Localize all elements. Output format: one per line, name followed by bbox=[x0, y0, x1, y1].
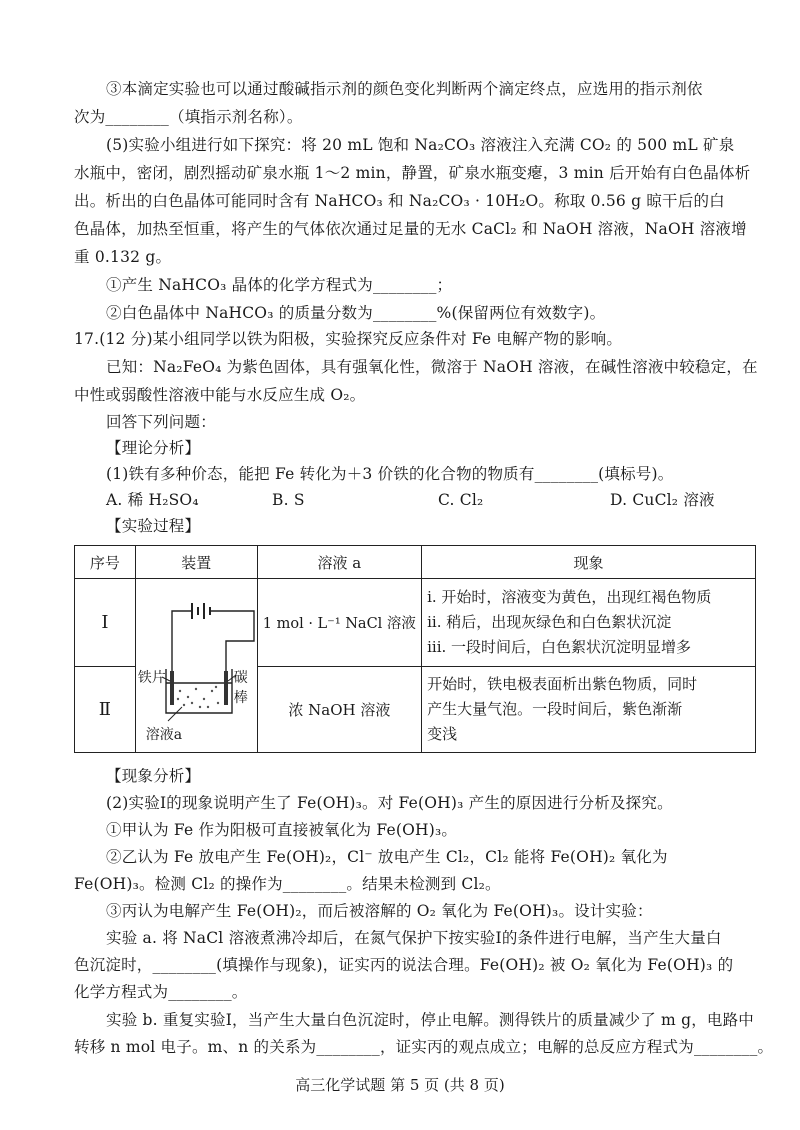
text-line: 实验 a. 将 NaCl 溶液煮沸冷却后，在氮气保护下按实验Ⅰ的条件进行电解，当产生大量白 bbox=[106, 929, 722, 947]
phenomenon-line: i. 开始时，溶液变为黄色，出现红褐色物质 bbox=[427, 588, 712, 606]
option-a: A. 稀 H₂SO₄ bbox=[106, 491, 199, 509]
text-line: 次为________（填指示剂名称）。 bbox=[74, 108, 303, 126]
phenomenon-cell bbox=[422, 579, 756, 667]
question-17-heading: 17.(12 分)某小组同学以铁为阳极，实验探究反应条件对 Fe 电解产物的影响。 bbox=[74, 330, 623, 348]
text-line: ②乙认为 Fe 放电产生 Fe(OH)₂，Cl⁻ 放电产生 Cl₂，Cl₂ 能将 Fe(OH)₂ 氧化为 bbox=[106, 848, 668, 866]
section-heading: 【理论分析】 bbox=[106, 439, 201, 457]
header-cell: 溶液 a bbox=[257, 546, 421, 579]
table-row bbox=[75, 579, 756, 667]
solution-label: 溶液a bbox=[145, 727, 183, 743]
text-line: 实验 b. 重复实验Ⅰ，当产生大量白色沉淀时，停止电解。测得铁片的质量减少了 m g，电路中 bbox=[106, 1011, 755, 1029]
row-number: Ⅰ bbox=[75, 579, 136, 667]
phenomenon-line: ii. 稍后，出现灰绿色和白色絮状沉淀 bbox=[427, 613, 672, 631]
text-line: 回答下列问题： bbox=[106, 413, 216, 431]
text-line: 色沉淀时，________(填操作与现象)，证实丙的说法合理。Fe(OH)₂ 被 O₂ 氧化为 Fe(OH)₃ 的 bbox=[74, 956, 734, 974]
text-line: ①甲认为 Fe 作为阳极可直接被氧化为 Fe(OH)₃。 bbox=[106, 821, 458, 839]
text-line: Fe(OH)₃。检测 Cl₂ 的操作为________。结果未检测到 Cl₂。 bbox=[74, 875, 501, 893]
text-line: 已知：Na₂FeO₄ 为紫色固体，具有强氧化性，微溶于 NaOH 溶液，在碱性溶液中较稳定，在 bbox=[106, 358, 758, 376]
text-line: 化学方程式为________。 bbox=[74, 983, 248, 1001]
carbon-label: 碳棒 bbox=[233, 670, 248, 706]
iron-label: 铁片 bbox=[137, 670, 166, 686]
phenomenon-line: iii. 一段时间后，白色絮状沉淀明显增多 bbox=[427, 638, 692, 656]
text-line: 重 0.132 g。 bbox=[74, 248, 172, 266]
text-line: 水瓶中，密闭，剧烈摇动矿泉水瓶 1～2 min，静置，矿泉水瓶变瘪，3 min 后开始有白色晶体析 bbox=[74, 164, 751, 182]
table-header-row bbox=[75, 546, 756, 579]
text-line: 中性或弱酸性溶液中能与水反应生成 O₂。 bbox=[74, 386, 366, 404]
phenomenon-cell bbox=[422, 667, 756, 753]
apparatus-cell bbox=[135, 579, 257, 753]
text-line: ①产生 NaHCO₃ 晶体的化学方程式为________； bbox=[106, 276, 453, 294]
text-line: (2)实验Ⅰ的现象说明产生了 Fe(OH)₃。对 Fe(OH)₃ 产生的原因进行分析及探究。 bbox=[106, 794, 673, 812]
header-cell: 装置 bbox=[135, 546, 257, 579]
text-line: (5)实验小组进行如下探究：将 20 mL 饱和 Na₂CO₃ 溶液注入充满 CO₂ 的 500 mL 矿泉 bbox=[106, 136, 735, 154]
option-c: C. Cl₂ bbox=[438, 491, 484, 509]
text-line: ②白色晶体中 NaHCO₃ 的质量分数为________%(保留两位有效数字)。 bbox=[106, 304, 606, 322]
phenomenon-line: 开始时，铁电极表面析出紫色物质，同时 bbox=[427, 675, 698, 693]
text-line: 色晶体，加热至恒重，将产生的气体依次通过足量的无水 CaCl₂ 和 NaOH 溶液，NaOH 溶液增 bbox=[74, 220, 747, 238]
section-heading: 【现象分析】 bbox=[106, 767, 201, 785]
row-number: Ⅱ bbox=[75, 667, 136, 753]
text-line: (1)铁有多种价态，能把 Fe 转化为＋3 价铁的化合物的物质有________(填标号)。 bbox=[106, 465, 674, 483]
text-line: ③丙认为电解产生 Fe(OH)₂，而后被溶解的 O₂ 氧化为 Fe(OH)₃。设计实验： bbox=[106, 902, 653, 920]
text-line: 出。析出的白色晶体可能同时含有 NaHCO₃ 和 Na₂CO₃ · 10H₂O。称取 0.56 g 晾干后的白 bbox=[74, 192, 725, 210]
section-heading: 【实验过程】 bbox=[106, 517, 201, 535]
header-cell: 现象 bbox=[422, 546, 756, 579]
page-footer: 高三化学试题 第 5 页 (共 8 页) bbox=[295, 1076, 505, 1094]
option-b: B. S bbox=[272, 491, 305, 509]
solution-cell: 浓 NaOH 溶液 bbox=[257, 667, 421, 753]
phenomenon-line: 变浅 bbox=[427, 725, 458, 743]
text-line: 转移 n mol 电子。m、n 的关系为________，证实丙的观点成立；电解的总反应方程式为________。 bbox=[74, 1038, 774, 1056]
header-cell: 序号 bbox=[75, 546, 136, 579]
experiment-table bbox=[74, 545, 756, 753]
solution-cell: 1 mol · L⁻¹ NaCl 溶液 bbox=[257, 579, 421, 667]
text-line: ③本滴定实验也可以通过酸碱指示剂的颜色变化判断两个滴定终点，应选用的指示剂依 bbox=[106, 80, 703, 98]
phenomenon-line: 产生大量气泡。一段时间后，紫色渐渐 bbox=[427, 700, 683, 718]
option-d: D. CuCl₂ 溶液 bbox=[610, 491, 715, 509]
